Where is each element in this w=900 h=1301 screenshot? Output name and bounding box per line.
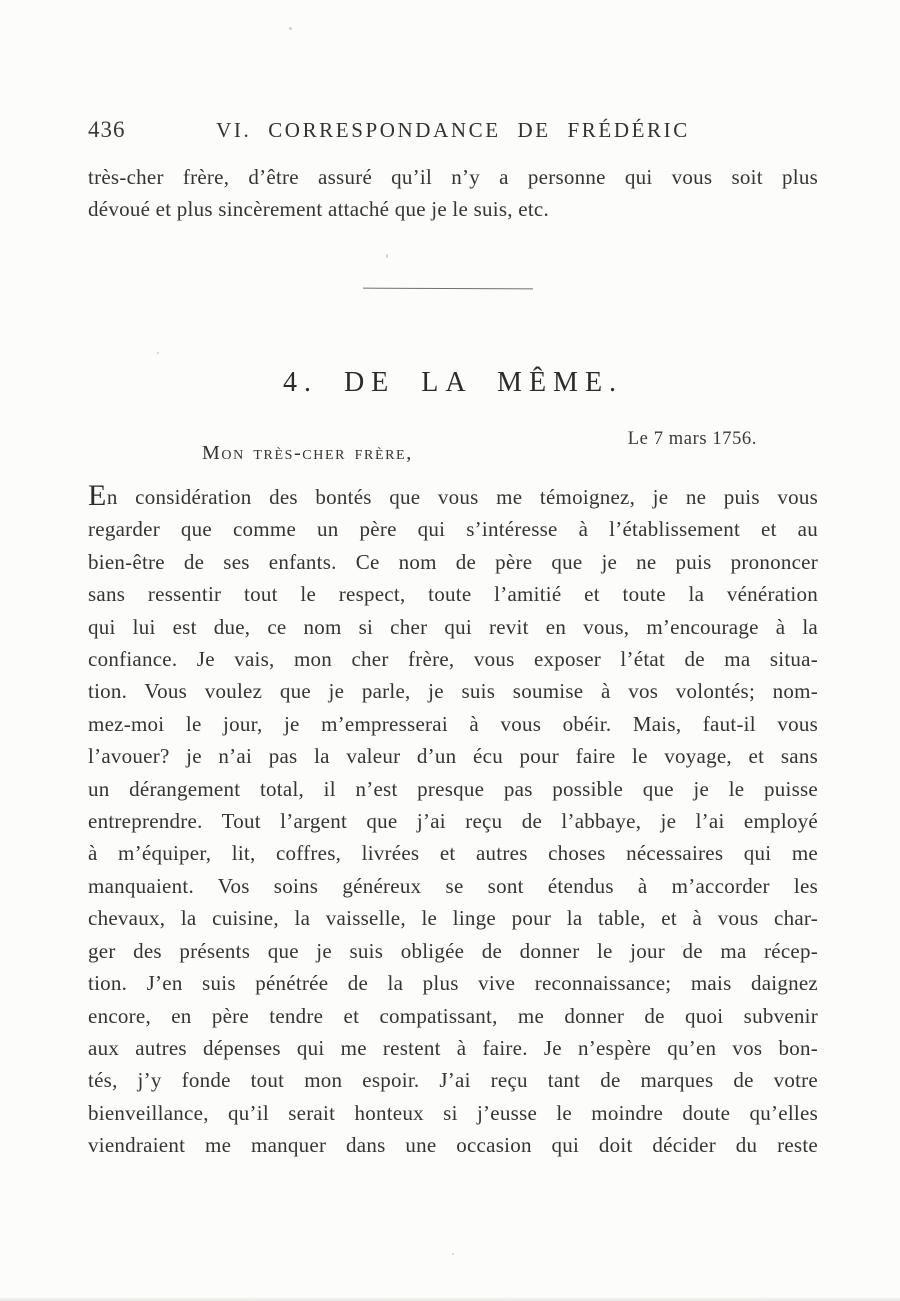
text-line: bienveillance, qu’il serait honteux si j’eusse le moindre doute qu’elles [88, 1100, 818, 1125]
text-line: tion. J’en suis pénétrée de la plus vive reconnaissance; mais daignez [88, 971, 818, 996]
text-line: un dérangement total, il n’est presque pas possible que je le puisse [88, 776, 818, 801]
text-line: viendraient me manquer dans une occasion qui doit décider du reste [88, 1133, 818, 1158]
letter-date: Le 7 mars 1756. [627, 429, 757, 449]
text-line: regarder que comme un père qui s’intéresse à l’établissement et au [88, 517, 818, 542]
text-line: chevaux, la cuisine, la vaisselle, le linge pour la table, et à vous char- [88, 906, 818, 931]
text-line: manquaient. Vos soins généreux se sont étendus à m’accorder les [88, 873, 818, 898]
opening-initial: E [88, 479, 107, 512]
text-line: entreprendre. Tout l’argent que j’ai reçu de l’abbaye, je l’ai employé [88, 809, 818, 834]
opening-line-rest: n considération des bontés que vous me témoignez, je ne puis vous [106, 485, 818, 509]
text-line: encore, en père tendre et compatissant, me donner de quoi subvenir [88, 1003, 818, 1028]
scan-edge [0, 1297, 900, 1301]
text-line: qui lui est due, ce nom si cher qui revit en vous, m’encourage à la [88, 614, 818, 639]
scan-speck [452, 1253, 454, 1255]
text-line: l’avouer? je n’ai pas la valeur d’un écu pour faire le voyage, et sans [88, 744, 818, 769]
text-line: confiance. Je vais, mon cher frère, vous exposer l’état de ma situa- [88, 647, 818, 672]
text-line: aux autres dépenses qui me restent à faire. Je n’espère qu’en vos bon- [88, 1035, 818, 1060]
text-line: tés, j’y fonde tout mon espoir. J’ai reçu tant de marques de votre [88, 1068, 818, 1093]
text-line-opening [88, 481, 818, 513]
scan-speck [157, 352, 159, 354]
text-line: sans ressentir tout le respect, toute l’amitié et toute la vénération [88, 582, 818, 607]
text-line: à m’équiper, lit, coffres, livrées et autres choses nécessaires qui me [88, 841, 818, 866]
text-line: dévoué et plus sincèrement attaché que je le suis, etc. [88, 197, 549, 222]
page-number: 436 [88, 117, 126, 142]
letter-heading: 4. DE LA MÊME. [282, 367, 624, 398]
text-line: mez-moi le jour, je m’empresserai à vous obéir. Mais, faut-il vous [88, 711, 818, 736]
text-line: bien-être de ses enfants. Ce nom de père que je ne puis prononcer [88, 549, 818, 574]
scan-speck [386, 254, 388, 258]
text-line: très-cher frère, d’être assuré qu’il n’y a personne qui vous soit plus [88, 165, 818, 189]
text-line: ger des présents que je suis obligée de donner le jour de ma récep- [88, 938, 818, 963]
section-divider [363, 288, 533, 290]
text-line: tion. Vous voulez que je parle, je suis soumise à vos volontés; nom- [88, 679, 818, 704]
scan-speck [289, 27, 292, 30]
running-title: VI. CORRESPONDANCE DE FRÉDÉRIC [216, 118, 690, 142]
letter-body [88, 481, 818, 1162]
previous-letter-end [88, 161, 818, 226]
page-header [88, 117, 818, 145]
letter-salutation: Mon très-cher frère, [202, 442, 413, 464]
